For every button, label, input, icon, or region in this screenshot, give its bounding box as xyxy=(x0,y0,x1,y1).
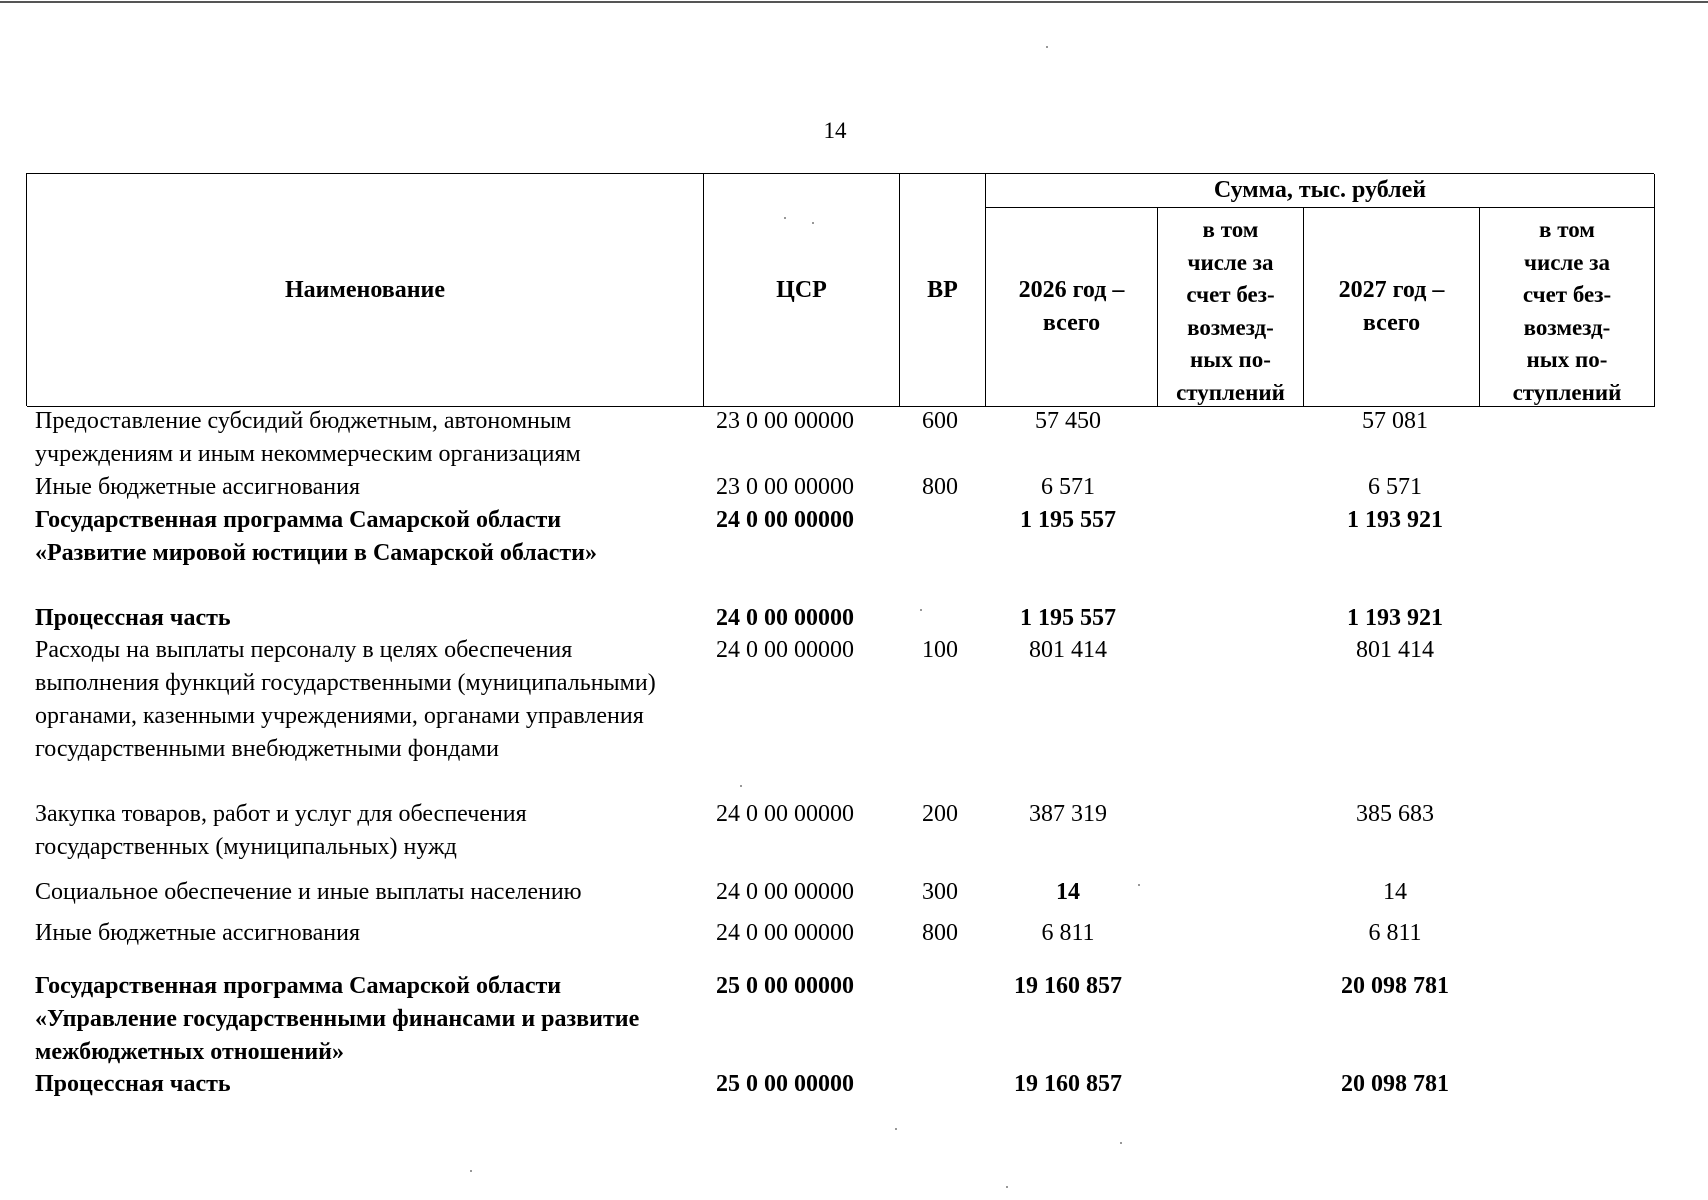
row-vr: 800 xyxy=(922,474,958,500)
row-2026-total: 1 195 557 xyxy=(1020,507,1116,533)
header-csr: ЦСР xyxy=(704,174,900,407)
header-2027-total: 2027 год – всего xyxy=(1304,208,1480,407)
row-name: Закупка товаров, работ и услуг для обеспечения государственных (муниципальных) нужд xyxy=(35,801,527,860)
row-csr: 24 0 00 00000 xyxy=(716,801,854,827)
row-name: Расходы на выплаты персоналу в целях обеспечения выполнения функций государственными (муниципальными) органами, казенными учреждениями, органами управления государственными внебюджетными фондами xyxy=(35,637,656,762)
row-2027-total: 14 xyxy=(1383,879,1407,905)
header-vr: ВР xyxy=(900,174,986,407)
header-2026-total: 2026 год – всего xyxy=(986,208,1158,407)
row-2027-total: 57 081 xyxy=(1362,408,1428,434)
row-vr: 600 xyxy=(922,408,958,434)
row-csr: 23 0 00 00000 xyxy=(716,408,854,434)
row-csr: 25 0 00 00000 xyxy=(716,973,854,999)
row-csr: 24 0 00 00000 xyxy=(716,879,854,905)
row-2026-total: 801 414 xyxy=(1029,637,1107,663)
row-2026-total: 6 811 xyxy=(1041,920,1095,946)
scan-speck xyxy=(784,217,786,219)
page-number: 14 xyxy=(823,118,847,143)
row-name: Процессная часть xyxy=(35,605,231,631)
row-2026-total: 14 xyxy=(1056,879,1080,905)
row-csr: 24 0 00 00000 xyxy=(716,920,854,946)
row-csr: 23 0 00 00000 xyxy=(716,474,854,500)
row-2027-total: 385 683 xyxy=(1356,801,1434,827)
row-name: Процессная часть xyxy=(35,1071,231,1097)
header-sum-group: Сумма, тыс. рублей xyxy=(986,174,1655,208)
row-name: Предоставление субсидий бюджетным, автономным учреждениям и иным некоммерческим организациям xyxy=(35,408,581,467)
header-2027-grants: в том числе за счет без- возмезд- ных по- ступлений xyxy=(1480,208,1655,407)
header-2026-grants: в том числе за счет без- возмезд- ных по- ступлений xyxy=(1158,208,1304,407)
top-scan-edge xyxy=(0,1,1708,3)
scan-speck xyxy=(1120,1142,1122,1144)
row-2026-total: 387 319 xyxy=(1029,801,1107,827)
scan-speck xyxy=(1006,1186,1008,1188)
row-2027-total: 801 414 xyxy=(1356,637,1434,663)
row-vr: 200 xyxy=(922,801,958,827)
row-vr: 800 xyxy=(922,920,958,946)
row-2026-total: 57 450 xyxy=(1035,408,1101,434)
row-vr: 300 xyxy=(922,879,958,905)
row-csr: 25 0 00 00000 xyxy=(716,1071,854,1097)
row-name: Социальное обеспечение и иные выплаты населению xyxy=(35,879,582,905)
row-2026-total: 6 571 xyxy=(1041,474,1095,500)
row-name: Государственная программа Самарской области «Развитие мировой юстиции в Самарской области» xyxy=(35,507,597,566)
scan-speck xyxy=(895,1128,897,1130)
table-header xyxy=(26,173,1654,406)
row-2027-total: 1 193 921 xyxy=(1347,507,1443,533)
header-name: Наименование xyxy=(27,174,704,407)
row-2026-total: 19 160 857 xyxy=(1014,1071,1122,1097)
row-2027-total: 6 811 xyxy=(1368,920,1422,946)
row-2027-total: 20 098 781 xyxy=(1341,973,1449,999)
scan-speck xyxy=(470,1170,472,1172)
row-csr: 24 0 00 00000 xyxy=(716,605,854,631)
row-2026-total: 1 195 557 xyxy=(1020,605,1116,631)
scan-speck xyxy=(1138,884,1140,886)
scan-speck xyxy=(740,785,742,787)
scan-speck xyxy=(1046,46,1048,48)
row-csr: 24 0 00 00000 xyxy=(716,507,854,533)
row-vr: 100 xyxy=(922,637,958,663)
row-csr: 24 0 00 00000 xyxy=(716,637,854,663)
row-2026-total: 19 160 857 xyxy=(1014,973,1122,999)
row-name: Государственная программа Самарской области «Управление государственными финансами и развитие межбюджетных отношений» xyxy=(35,973,640,1065)
scan-speck xyxy=(812,222,814,224)
row-name: Иные бюджетные ассигнования xyxy=(35,920,360,946)
scan-speck xyxy=(920,609,922,611)
row-2027-total: 20 098 781 xyxy=(1341,1071,1449,1097)
row-2027-total: 1 193 921 xyxy=(1347,605,1443,631)
row-name: Иные бюджетные ассигнования xyxy=(35,474,360,500)
row-2027-total: 6 571 xyxy=(1368,474,1422,500)
